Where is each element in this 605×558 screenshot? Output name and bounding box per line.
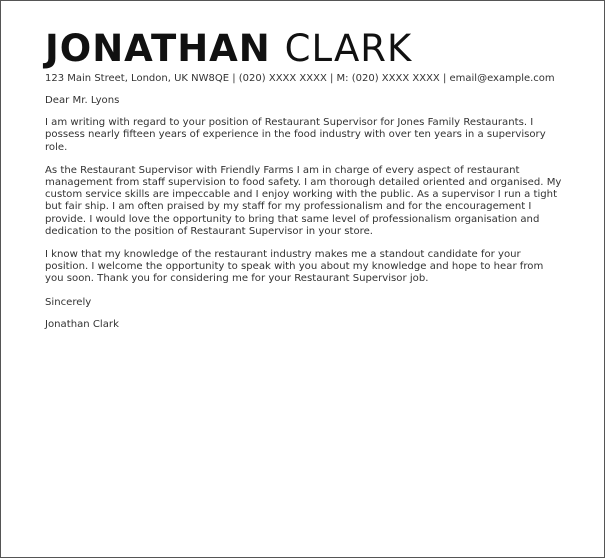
letter-body [45, 95, 565, 342]
contact-info: 123 Main Street, London, UK NW8QE | (020) XXXX XXXX | M: (020) XXXX XXXX | email@example.com [45, 73, 555, 84]
signature: Jonathan Clark [45, 318, 119, 330]
greeting: Dear Mr. Lyons [45, 95, 120, 106]
body-paragraph-1: I am writing with regard to your position of Restaurant Supervisor for Jones Family Restaurants. I possess nearly fifteen years of experience in the food industry with over ten years in a supervisory role. [45, 117, 546, 153]
closing: Sincerely [45, 296, 92, 308]
body-paragraph-3: I know that my knowledge of the restaurant industry makes me a standout candidate for your position. I welcome the opportunity to speak with you about my knowledge and hope to hear from you soon. Thank you for considering me for your Restaurant Supervisor job. [45, 249, 544, 285]
sender-name [45, 27, 412, 71]
body-paragraph-2: As the Restaurant Supervisor with Friendly Farms I am in charge of every aspect of restaurant management from staff supervision to food safety. I am thorough detailed oriented and organised. My custom service skills are impeccable and I enjoy working with the public. As a supervisor I run a tight but fair ship. I am often praised by my staff for my professionalism and for the encouragement I provide. I would love the opportunity to bring that same level of professionalism organisation and dedication to the position of Restaurant Supervisor in your store. [45, 164, 562, 237]
sender-last-name: CLARK [284, 27, 413, 70]
sender-first-name: JONATHAN [45, 27, 271, 70]
